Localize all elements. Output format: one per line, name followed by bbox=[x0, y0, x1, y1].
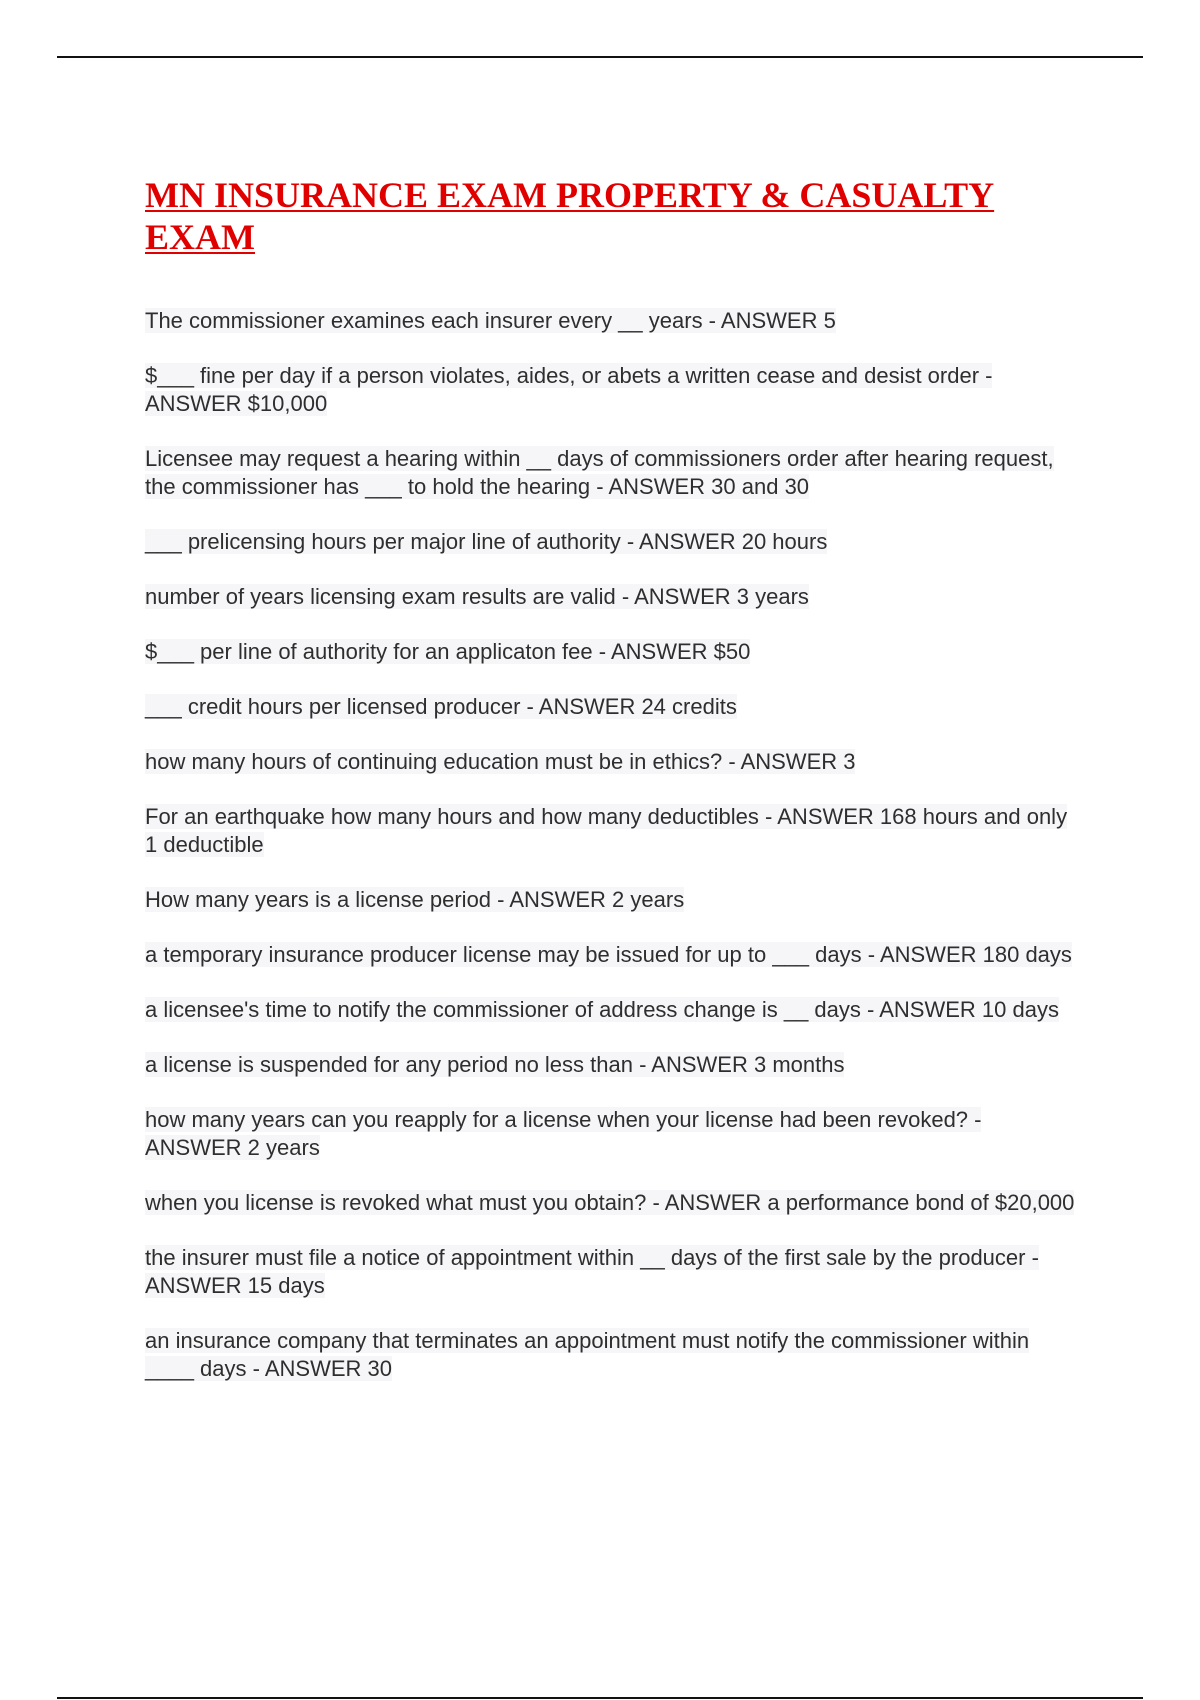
qa-item bbox=[145, 1051, 1075, 1079]
bottom-rule bbox=[57, 1697, 1143, 1699]
qa-item bbox=[145, 941, 1075, 969]
qa-text: a licensee's time to notify the commissioner of address change is __ days - ANSWER 10 days bbox=[145, 997, 1059, 1022]
qa-text: How many years is a license period - ANSWER 2 years bbox=[145, 887, 685, 912]
qa-item bbox=[145, 693, 1075, 721]
qa-item bbox=[145, 803, 1075, 859]
qa-item bbox=[145, 445, 1075, 501]
document-title: MN INSURANCE EXAM PROPERTY & CASUALTY EXAM bbox=[145, 175, 995, 257]
qa-text: a license is suspended for any period no less than - ANSWER 3 months bbox=[145, 1052, 845, 1077]
qa-text: ___ credit hours per licensed producer - ANSWER 24 credits bbox=[145, 694, 737, 719]
qa-item bbox=[145, 528, 1075, 556]
qa-item bbox=[145, 307, 1075, 335]
qa-text: the insurer must file a notice of appointment within __ days of the first sale by the producer - ANSWER 15 days bbox=[145, 1245, 1039, 1298]
qa-text: Licensee may request a hearing within __ days of commissioners order after hearing request, the commissioner has ___ to hold the hearing - ANSWER 30 and 30 bbox=[145, 446, 1054, 499]
qa-text: an insurance company that terminates an appointment must notify the commissioner within ____ days - ANSWER 30 bbox=[145, 1328, 1030, 1381]
qa-text: a temporary insurance producer license may be issued for up to ___ days - ANSWER 180 days bbox=[145, 942, 1072, 967]
qa-text: how many years can you reapply for a license when your license had been revoked? - ANSWER 2 years bbox=[145, 1107, 982, 1160]
qa-item bbox=[145, 638, 1075, 666]
qa-text: $___ fine per day if a person violates, aides, or abets a written cease and desist order - ANSWER $10,000 bbox=[145, 363, 993, 416]
qa-item bbox=[145, 362, 1075, 418]
qa-item bbox=[145, 996, 1075, 1024]
top-rule bbox=[57, 56, 1143, 58]
qa-item bbox=[145, 1327, 1075, 1383]
qa-text: For an earthquake how many hours and how many deductibles - ANSWER 168 hours and only 1 deductible bbox=[145, 804, 1068, 857]
qa-item bbox=[145, 886, 1075, 914]
document-body bbox=[145, 174, 1075, 1410]
qa-item bbox=[145, 1106, 1075, 1162]
qa-text: The commissioner examines each insurer every __ years - ANSWER 5 bbox=[145, 308, 836, 333]
qa-item bbox=[145, 1189, 1075, 1217]
qa-list bbox=[145, 307, 1075, 1383]
qa-text: how many hours of continuing education must be in ethics? - ANSWER 3 bbox=[145, 749, 856, 774]
qa-item bbox=[145, 583, 1075, 611]
qa-item bbox=[145, 748, 1075, 776]
qa-text: number of years licensing exam results are valid - ANSWER 3 years bbox=[145, 584, 809, 609]
qa-text: when you license is revoked what must you obtain? - ANSWER a performance bond of $20,000 bbox=[145, 1190, 1075, 1215]
qa-item bbox=[145, 1244, 1075, 1300]
qa-text: ___ prelicensing hours per major line of authority - ANSWER 20 hours bbox=[145, 529, 828, 554]
qa-text: $___ per line of authority for an applicaton fee - ANSWER $50 bbox=[145, 639, 751, 664]
